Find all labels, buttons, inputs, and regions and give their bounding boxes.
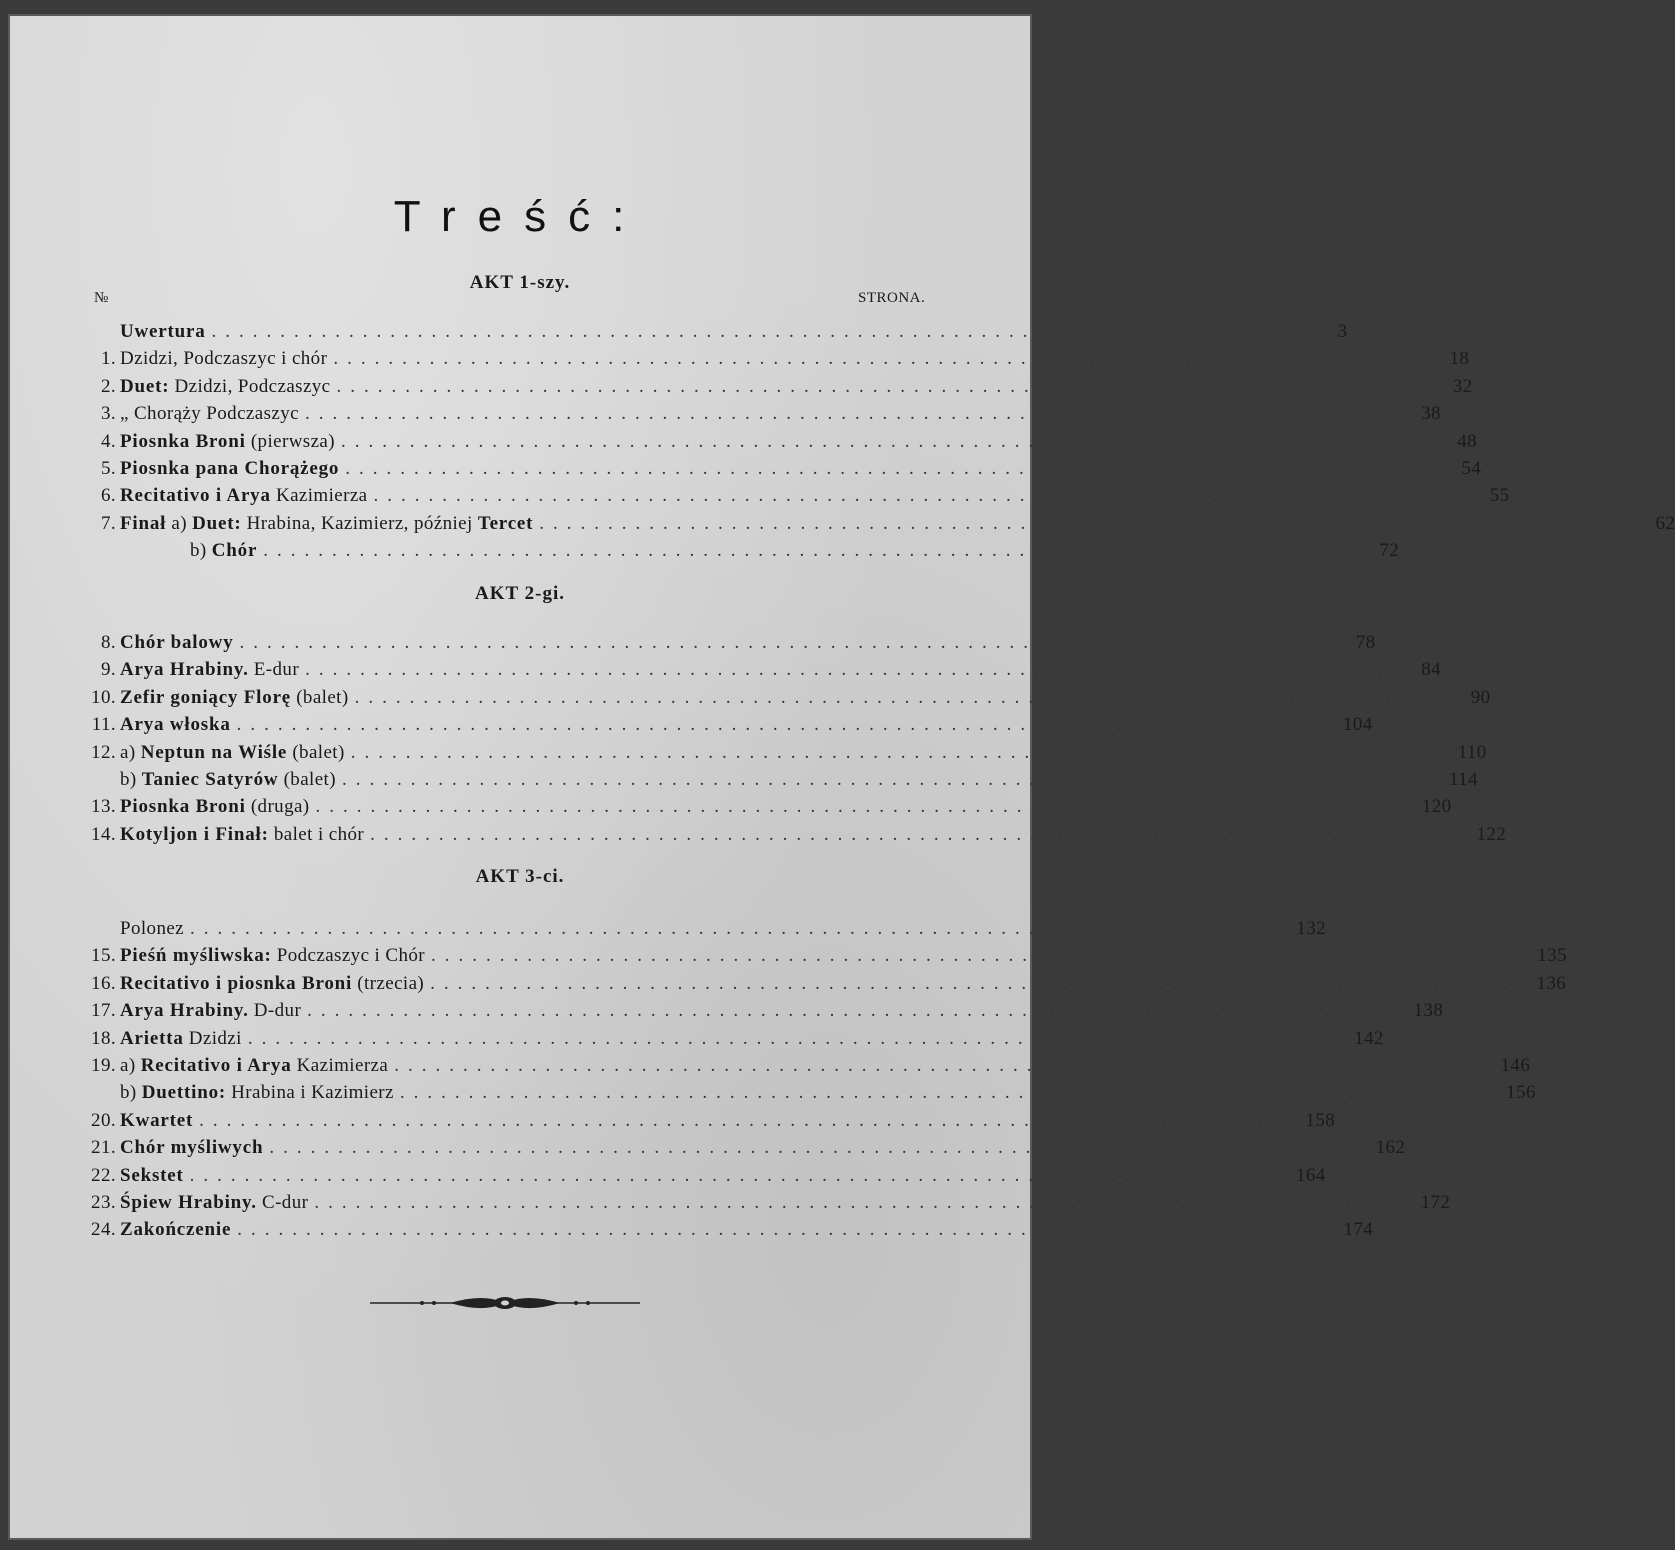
entry-page-number: 132 xyxy=(1296,918,1327,939)
entry-title-part: Uwertura xyxy=(120,321,206,342)
entry-title-part: C-dur xyxy=(256,1192,309,1213)
toc-entry xyxy=(74,345,1470,372)
entry-title-part: Finał xyxy=(120,513,167,534)
entry-title xyxy=(120,428,335,455)
entry-title xyxy=(120,318,206,345)
entry-title xyxy=(120,1134,263,1161)
entry-title-part: Recitativo i piosnka Broni xyxy=(120,973,353,994)
entry-number: 11. xyxy=(91,714,116,735)
entry-title xyxy=(120,915,184,942)
entry-number: 12. xyxy=(91,742,116,763)
dot-leader: ................................................................................ xyxy=(336,376,1437,397)
entry-page-number: 146 xyxy=(1500,1055,1531,1076)
entry-page-number: 72 xyxy=(1379,540,1400,561)
entry-title xyxy=(120,766,336,793)
toc-entry xyxy=(74,915,1327,942)
entry-title xyxy=(120,1025,242,1052)
entry-number: 13. xyxy=(91,796,116,817)
entry-title-part: Kazimierza xyxy=(291,1055,389,1076)
entry-page-number: 142 xyxy=(1354,1028,1384,1049)
toc-entry xyxy=(74,942,1567,969)
entry-title xyxy=(120,739,345,766)
entry-title-part: Dzidzi xyxy=(183,1028,242,1049)
entry-page-number: 135 xyxy=(1537,945,1567,966)
dot-leader: ................................................................................ xyxy=(430,973,1531,994)
entry-page-number: 136 xyxy=(1536,973,1567,994)
entry-title-part: Śpiew Hrabiny. xyxy=(120,1192,257,1213)
entry-title xyxy=(120,537,257,564)
dot-leader: ................................................................................ xyxy=(315,796,1416,817)
entry-number: 20. xyxy=(91,1110,116,1131)
entry-page-number: 174 xyxy=(1343,1219,1374,1240)
dot-leader: ................................................................................ xyxy=(539,513,1640,534)
entry-number: 14. xyxy=(91,824,116,845)
entry-title-part: Chór xyxy=(211,540,258,561)
entry-title-part: Zakończenie xyxy=(120,1219,232,1240)
entry-page-number: 3 xyxy=(1337,321,1348,342)
entry-title-part: Neptun na Wiśle xyxy=(140,742,288,763)
toc-entry xyxy=(74,1079,1536,1106)
dot-leader: ................................................................................ xyxy=(373,485,1474,506)
entry-page-number: 164 xyxy=(1295,1165,1326,1186)
dot-leader: ................................................................................ xyxy=(211,321,1312,342)
entry-title-part: a) xyxy=(120,1055,141,1076)
entry-number: 16. xyxy=(91,973,116,994)
entry-number: 4. xyxy=(100,431,116,452)
entry-title-part: Kazimierza xyxy=(270,485,368,506)
toc-entry xyxy=(74,629,1376,656)
dot-leader: ................................................................................ xyxy=(341,431,1441,452)
entry-page-number: 162 xyxy=(1375,1137,1406,1158)
entry-page-number: 18 xyxy=(1449,348,1470,369)
dot-leader: ................................................................................ xyxy=(305,659,1406,680)
entry-number: 19. xyxy=(91,1055,116,1076)
entry-page-number: 158 xyxy=(1305,1110,1336,1131)
toc-entry xyxy=(74,997,1444,1024)
entry-title-part: Arya Hrabiny. xyxy=(120,659,249,680)
entry-title-part: b) xyxy=(190,540,212,561)
dot-leader: ................................................................................ xyxy=(189,1165,1290,1186)
dot-leader: ................................................................................ xyxy=(304,403,1405,424)
toc-entry xyxy=(74,1025,1384,1052)
entry-title-part: Taniec Satyrów xyxy=(141,769,279,790)
entry-title xyxy=(120,821,364,848)
entry-page-number: 54 xyxy=(1461,458,1482,479)
entry-title-part: b) xyxy=(120,769,142,790)
entry-number: 2. xyxy=(100,376,116,397)
entry-title-part: (balet) xyxy=(278,769,336,790)
entry-page-number: 120 xyxy=(1421,796,1452,817)
entry-number: 6. xyxy=(100,485,116,506)
toc-entry xyxy=(74,821,1507,848)
entry-title-part: Arya włoska xyxy=(120,714,231,735)
toc-entry xyxy=(74,1107,1336,1134)
entry-title xyxy=(120,1216,231,1243)
entry-title-part: Pieśń myśliwska: xyxy=(120,945,272,966)
entry-title xyxy=(120,373,331,400)
toc-entry xyxy=(74,510,1675,537)
entry-title-part: D-dur xyxy=(248,1000,302,1021)
entry-title-part: (druga) xyxy=(245,796,310,817)
dot-leader: ................................................................................ xyxy=(263,540,1364,561)
entry-title-part: Dzidzi, Podczaszyc i chór xyxy=(120,348,328,369)
entry-title-part: a) xyxy=(166,513,193,534)
entry-title-part: E-dur xyxy=(248,659,300,680)
entry-title xyxy=(120,400,299,427)
entry-title xyxy=(120,510,533,537)
toc-entry xyxy=(74,373,1473,400)
dot-leader: ................................................................................ xyxy=(430,945,1531,966)
dot-leader: ................................................................................ xyxy=(247,1028,1348,1049)
dot-leader: ................................................................................ xyxy=(307,1000,1408,1021)
entry-page-number: 114 xyxy=(1448,769,1478,790)
entry-number: 8. xyxy=(100,632,116,653)
toc-entry xyxy=(74,793,1452,820)
entry-title-part: Polonez xyxy=(120,918,185,939)
ornament-divider xyxy=(370,1292,640,1314)
entry-title-part: Hrabina, Kazimierz, później xyxy=(241,513,478,534)
entry-title-part: Piosnka Broni xyxy=(120,431,246,452)
dot-leader: ................................................................................ xyxy=(341,769,1442,790)
dot-leader: ................................................................................ xyxy=(239,632,1340,653)
entry-title-part: Arya Hrabiny. xyxy=(120,1000,249,1021)
entry-title-part: (balet) xyxy=(287,742,345,763)
entry-title-part: Sekstet xyxy=(120,1165,184,1186)
entry-title xyxy=(120,684,349,711)
dot-leader: ................................................................................ xyxy=(350,742,1451,763)
entry-number: 24. xyxy=(91,1219,116,1240)
act-heading: AKT 2-gi. xyxy=(475,583,565,604)
entry-page-number: 55 xyxy=(1489,485,1510,506)
dot-leader: ................................................................................ xyxy=(199,1110,1300,1131)
entry-title-part: Recitativo i Arya xyxy=(120,485,271,506)
dot-leader: ................................................................................ xyxy=(190,918,1291,939)
entry-number: 9. xyxy=(100,659,116,680)
toc-entry xyxy=(74,1134,1406,1161)
dot-leader: ................................................................................ xyxy=(236,714,1337,735)
entry-title xyxy=(120,942,425,969)
entry-title xyxy=(120,1189,308,1216)
dot-leader: ................................................................................ xyxy=(394,1055,1495,1076)
entry-title xyxy=(120,997,301,1024)
entry-number: 21. xyxy=(91,1137,116,1158)
entry-title-part: b) xyxy=(120,1082,142,1103)
entry-page-number: 78 xyxy=(1355,632,1376,653)
toc-entry xyxy=(74,684,1491,711)
toc-entry xyxy=(74,537,1400,564)
entry-title-part: Kwartet xyxy=(120,1110,194,1131)
entry-number: 17. xyxy=(91,1000,116,1021)
entry-title xyxy=(120,656,299,683)
entry-title xyxy=(120,482,368,509)
entry-title xyxy=(120,1107,193,1134)
entry-title-part: (trzecia) xyxy=(352,973,425,994)
entry-page-number: 122 xyxy=(1476,824,1507,845)
dot-leader: ................................................................................ xyxy=(269,1137,1370,1158)
entry-title xyxy=(120,1162,184,1189)
entry-title xyxy=(120,345,327,372)
entry-title-part: Tercet xyxy=(477,513,534,534)
entry-title-part: balet i chór xyxy=(268,824,365,845)
entry-title-part: Duet: xyxy=(192,513,242,534)
entry-title-part: Arietta xyxy=(120,1028,184,1049)
toc-entry xyxy=(74,711,1373,738)
entry-title-part: Chór balowy xyxy=(120,632,234,653)
toc-entry xyxy=(74,970,1567,997)
entry-title-part: Recitativo i Arya xyxy=(140,1055,292,1076)
dot-leader: ................................................................................ xyxy=(333,348,1434,369)
entry-title xyxy=(120,455,339,482)
dot-leader: ................................................................................ xyxy=(370,824,1471,845)
entry-title xyxy=(120,711,231,738)
entry-page-number: 156 xyxy=(1506,1082,1536,1103)
toc-entry xyxy=(74,428,1477,455)
entry-page-number: 84 xyxy=(1421,659,1442,680)
act-heading: AKT 1-szy. xyxy=(469,272,571,293)
entry-number: 15. xyxy=(91,945,116,966)
entry-page-number: 38 xyxy=(1421,403,1441,424)
entry-page-number: 138 xyxy=(1413,1000,1444,1021)
act-heading: AKT 3-ci. xyxy=(475,866,565,887)
toc-entry xyxy=(74,739,1487,766)
dot-leader: ................................................................................ xyxy=(345,458,1446,479)
entry-number: 1. xyxy=(100,348,116,369)
toc-entry xyxy=(74,455,1482,482)
entry-title-part: Piosnka Broni xyxy=(120,796,246,817)
page-title: Treść: xyxy=(393,192,647,241)
entry-page-number: 90 xyxy=(1470,687,1491,708)
entry-title xyxy=(120,1052,388,1079)
entry-page-number: 104 xyxy=(1342,714,1373,735)
entry-title xyxy=(120,629,234,656)
entry-page-number: 110 xyxy=(1457,742,1487,763)
entry-number: 7. xyxy=(100,513,116,534)
entry-number: 5. xyxy=(100,458,116,479)
entry-title-part: Hrabina i Kazimierz xyxy=(226,1082,394,1103)
entry-page-number: 62 xyxy=(1655,513,1675,534)
entry-title-part: Duet: xyxy=(120,376,170,397)
entry-title-part: Piosnka pana Chorążego xyxy=(120,458,340,479)
entry-title-part: Kotyljon i Finał: xyxy=(120,824,269,845)
toc-entry xyxy=(74,400,1441,427)
entry-title-part: Zefir goniący Florę xyxy=(120,687,292,708)
entry-number: 22. xyxy=(91,1165,116,1186)
toc-entry xyxy=(74,1216,1374,1243)
entry-number: 23. xyxy=(91,1192,116,1213)
dot-leader: ................................................................................ xyxy=(354,687,1455,708)
entry-number: 3. xyxy=(100,403,116,424)
dot-leader: ................................................................................ xyxy=(314,1192,1415,1213)
page-column-header: STRONA. xyxy=(858,290,926,306)
entry-title-part: Dzidzi, Podczaszyc xyxy=(169,376,331,397)
dot-leader: ................................................................................ xyxy=(237,1219,1338,1240)
entry-page-number: 172 xyxy=(1420,1192,1451,1213)
toc-entry xyxy=(74,318,1348,345)
entry-title-part: Chór myśliwych xyxy=(120,1137,264,1158)
entry-number: 18. xyxy=(91,1028,116,1049)
entry-title xyxy=(120,1079,394,1106)
number-column-header: № xyxy=(94,290,109,306)
entry-title xyxy=(120,793,310,820)
entry-title-part: Duettino: xyxy=(141,1082,227,1103)
entry-title-part: (pierwsza) xyxy=(245,431,335,452)
entry-title-part: a) xyxy=(120,742,141,763)
toc-entry xyxy=(74,1052,1531,1079)
toc-entry xyxy=(74,1189,1451,1216)
toc-entry xyxy=(74,766,1478,793)
entry-title-part: „ Chorąży Podczaszyc xyxy=(120,403,299,424)
entry-title-part: Podczaszyc i Chór xyxy=(271,945,425,966)
entry-title xyxy=(120,970,424,997)
entry-page-number: 32 xyxy=(1452,376,1473,397)
entry-number: 10. xyxy=(91,687,116,708)
dot-leader: ................................................................................ xyxy=(399,1082,1500,1103)
entry-page-number: 48 xyxy=(1457,431,1477,452)
toc-entry xyxy=(74,656,1442,683)
entry-title-part: (balet) xyxy=(291,687,349,708)
toc-entry xyxy=(74,482,1510,509)
toc-entry xyxy=(74,1162,1326,1189)
